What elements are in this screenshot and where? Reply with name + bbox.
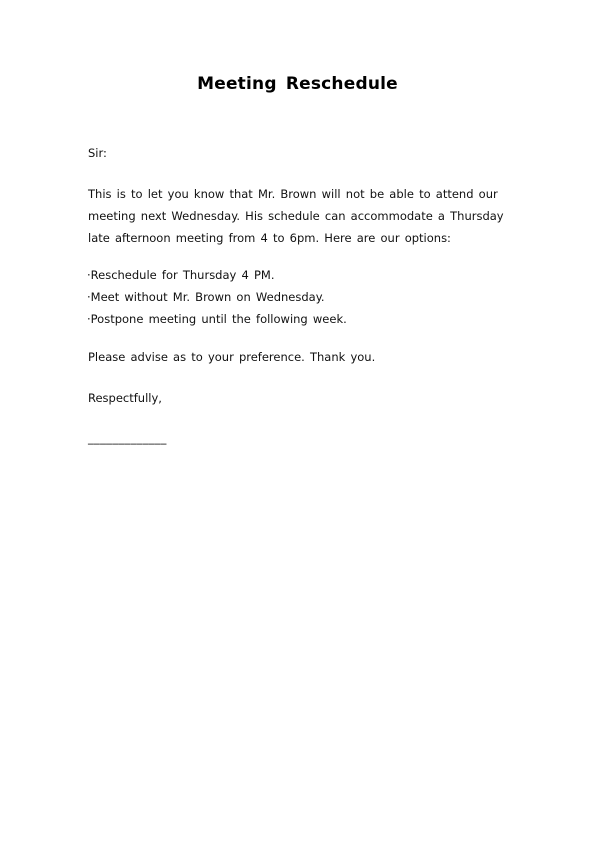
closing-line: Please advise as to your preference. Thank you. — [88, 350, 376, 364]
body-line-1: This is to let you know that Mr. Brown will not be able to attend our — [88, 187, 498, 201]
option-item: ·Meet without Mr. Brown on Wednesday. — [87, 290, 325, 304]
signoff: Respectfully, — [88, 391, 162, 405]
body-line-3: late afternoon meeting from 4 to 6pm. Here are our options: — [88, 231, 451, 245]
page-title: Meeting Reschedule — [197, 74, 398, 94]
greeting: Sir: — [88, 146, 107, 160]
body-line-2: meeting next Wednesday. His schedule can accommodate a Thursday — [88, 209, 504, 223]
signature-line: _____________ — [88, 431, 167, 445]
option-item: ·Postpone meeting until the following week. — [87, 312, 347, 326]
option-item: ·Reschedule for Thursday 4 PM. — [87, 268, 275, 282]
